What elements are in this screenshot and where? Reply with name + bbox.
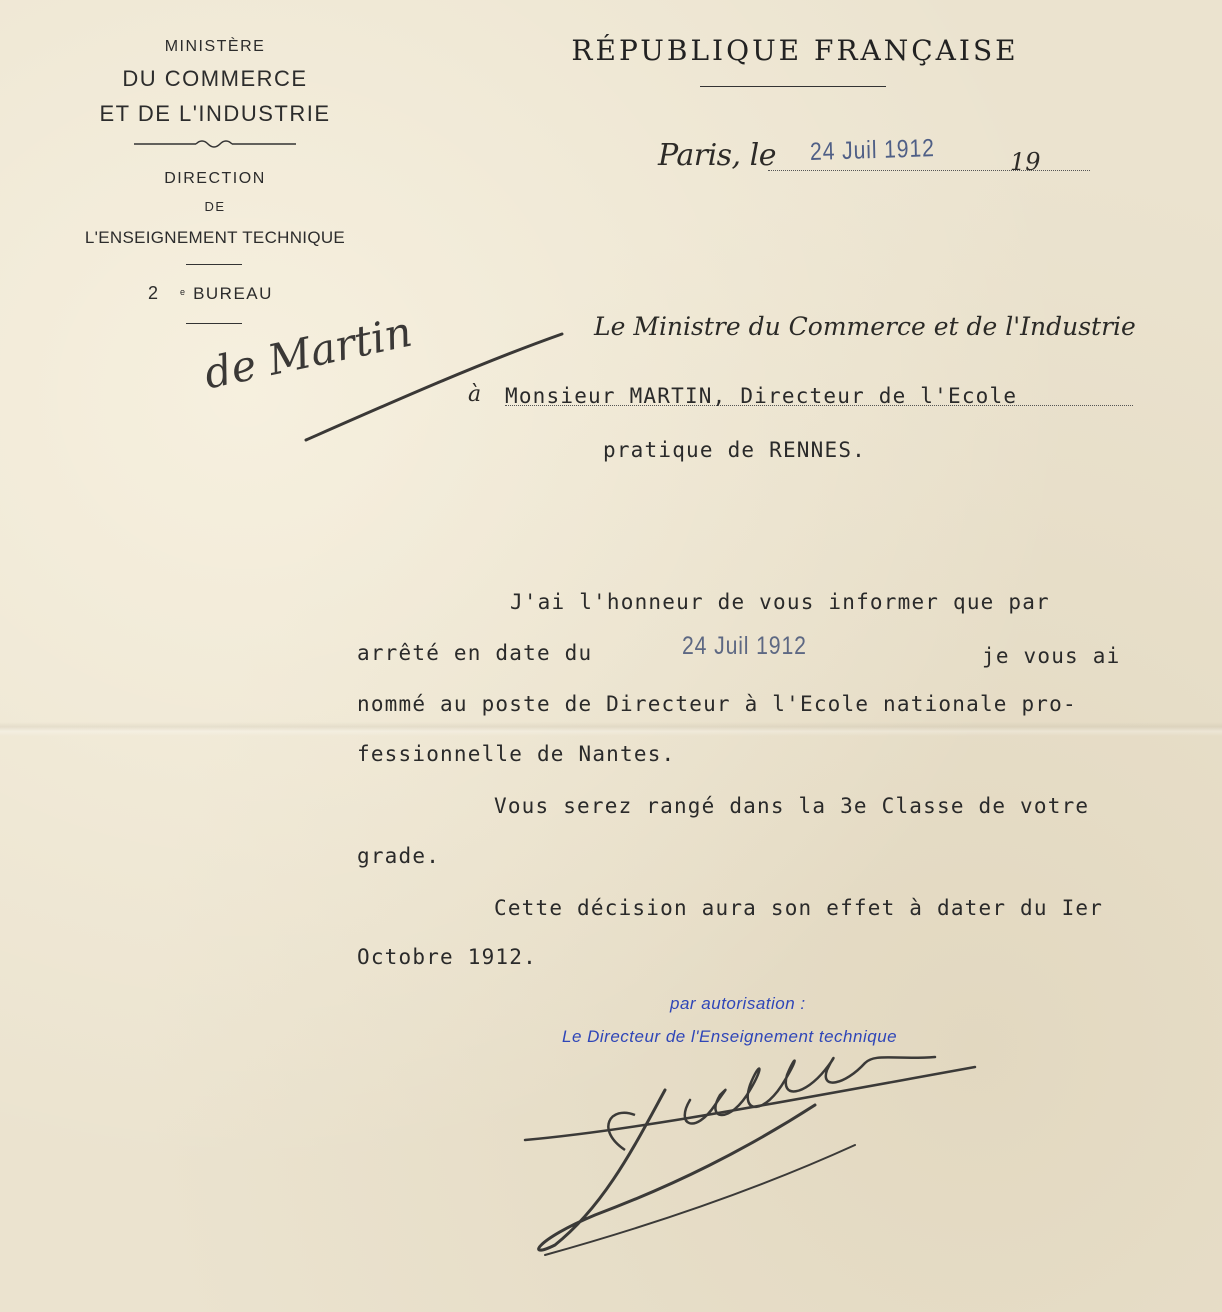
ministry-line3: ET DE L'INDUSTRIE bbox=[99, 101, 331, 126]
recipient-prefix: à bbox=[468, 382, 482, 407]
bureau-line bbox=[148, 283, 273, 304]
ornament-divider bbox=[130, 136, 300, 152]
divider-rule-1 bbox=[186, 264, 242, 265]
recipient-dots bbox=[505, 405, 1133, 406]
republic-rule bbox=[700, 86, 886, 87]
paper-fold bbox=[0, 722, 1222, 736]
body-p1-line3: nommé au poste de Directeur à l'Ecole nationale pro- bbox=[357, 692, 1077, 716]
signature-authorization: par autorisation : bbox=[670, 994, 806, 1013]
sender-title: Le Ministre du Commerce et de l'Industrie bbox=[594, 312, 1136, 341]
dateline-dots bbox=[768, 170, 1090, 171]
body-p1-line1: J'ai l'honneur de vous informer que par bbox=[510, 590, 1050, 614]
recipient-line1: Monsieur MARTIN, Directeur de l'Ecole bbox=[505, 384, 1018, 408]
divider-rule-2 bbox=[186, 323, 242, 324]
direction-line2: DE bbox=[204, 199, 226, 214]
direction-line1: DIRECTION bbox=[164, 170, 266, 187]
bureau-sup: e bbox=[180, 287, 187, 297]
dateline-year: 19 bbox=[1010, 148, 1041, 176]
body-p3-line1: Cette décision aura son effet à dater du Ier bbox=[494, 896, 1104, 920]
ministry-line2: DU COMMERCE bbox=[122, 66, 308, 91]
body-p3-line2: Octobre 1912. bbox=[357, 945, 537, 969]
body-p1-line2-end: je vous ai bbox=[982, 644, 1121, 668]
date-stamp: 24 Juil 1912 bbox=[809, 134, 936, 166]
body-date-stamp: 24 Juil 1912 bbox=[682, 632, 807, 660]
direction-line3: L'ENSEIGNEMENT TECHNIQUE bbox=[84, 228, 346, 247]
handwritten-annotation: de Martin bbox=[199, 306, 417, 399]
recipient-line2: pratique de RENNES. bbox=[603, 438, 867, 462]
body-p1-line2-start: arrêté en date du bbox=[357, 641, 593, 665]
republic-title: RÉPUBLIQUE FRANÇAISE bbox=[571, 34, 1019, 67]
body-p1-line4: fessionnelle de Nantes. bbox=[357, 742, 676, 766]
handwritten-signature bbox=[515, 1045, 985, 1265]
signature-title: Le Directeur de l'Enseignement technique bbox=[562, 1027, 898, 1046]
body-p2-line1: Vous serez rangé dans la 3e Classe de votre bbox=[494, 794, 1090, 818]
bureau-number: 2 bbox=[148, 283, 160, 303]
bureau-label: BUREAU bbox=[193, 284, 273, 303]
ministry-line1: MINISTÈRE bbox=[164, 38, 266, 55]
dateline-place: Paris, le bbox=[658, 138, 776, 173]
body-p2-line2: grade. bbox=[357, 844, 441, 868]
